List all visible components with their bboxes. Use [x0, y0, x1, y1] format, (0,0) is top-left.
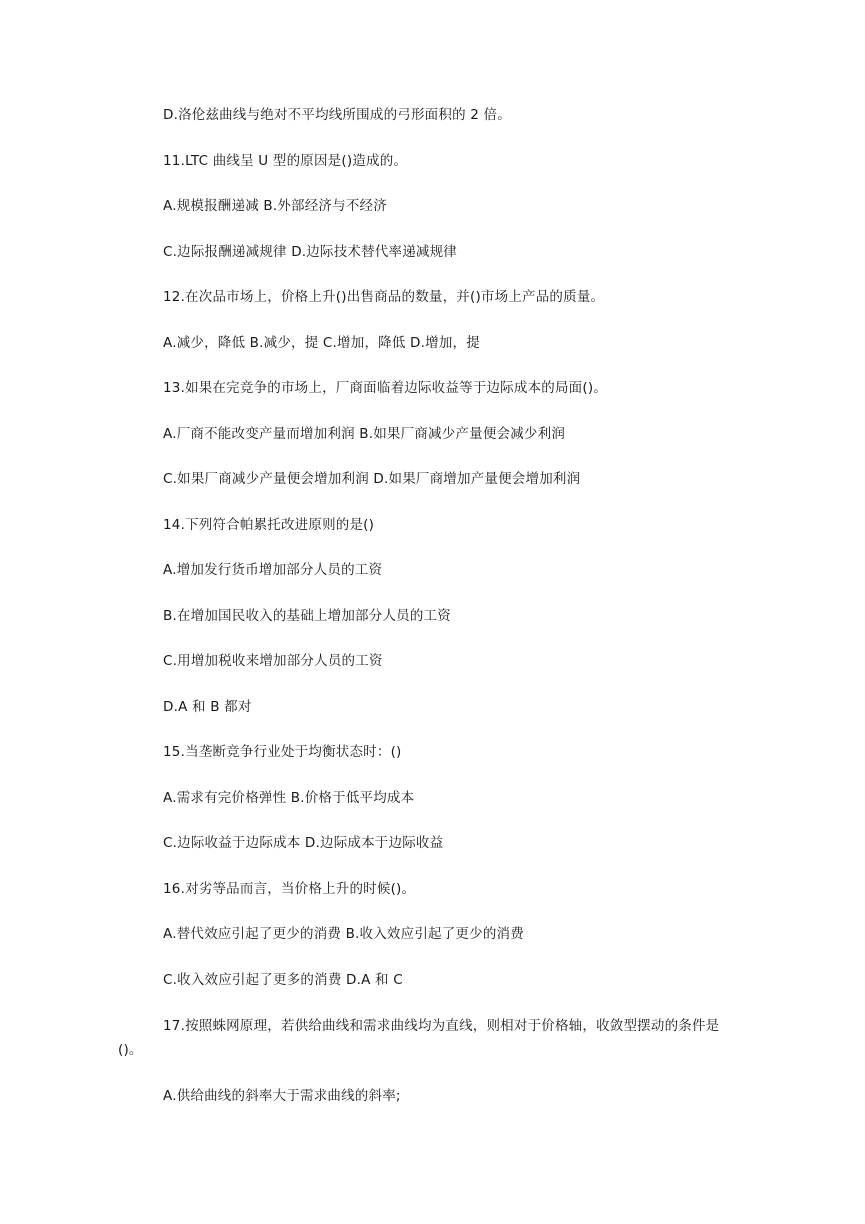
- option-b-q14: B.在增加国民收入的基础上增加部分人员的工资: [163, 608, 451, 624]
- options-q16-cd: C.收入效应引起了更多的消费 D.A 和 C: [163, 972, 403, 988]
- options-q16-ab: A.替代效应引起了更少的消费 B.收入效应引起了更少的消费: [163, 926, 524, 942]
- option-c-q14: C.用增加税收来增加部分人员的工资: [163, 653, 383, 669]
- question-11: 11.LTC 曲线呈 U 型的原因是()造成的。: [163, 153, 408, 169]
- option-d-q10: D.洛伦兹曲线与绝对不平均线所围成的弓形面积的 2 倍。: [163, 107, 511, 123]
- question-14: 14.下列符合帕累托改进原则的是(): [163, 517, 375, 533]
- option-d-q14: D.A 和 B 都对: [163, 699, 252, 715]
- question-12: 12.在次品市场上，价格上升()出售商品的数量，并()市场上产品的质量。: [163, 289, 605, 305]
- options-q11-cd: C.边际报酬递减规律 D.边际技术替代率递减规律: [163, 244, 457, 260]
- question-15: 15.当垄断竞争行业处于均衡状态时：(): [163, 744, 402, 760]
- option-a-q17: A.供给曲线的斜率大于需求曲线的斜率;: [163, 1088, 401, 1104]
- question-13: 13.如果在完竞争的市场上，厂商面临着边际收益等于边际成本的局面()。: [163, 380, 608, 396]
- options-q11-ab: A.规模报酬递减 B.外部经济与不经济: [163, 198, 387, 214]
- question-16: 16.对劣等品而言，当价格上升的时候()。: [163, 881, 416, 897]
- options-q13-cd: C.如果厂商减少产量便会增加利润 D.如果厂商增加产量便会增加利润: [163, 471, 581, 487]
- options-q15-ab: A.需求有完价格弹性 B.价格于低平均成本: [163, 790, 415, 806]
- question-17: 17.按照蛛网原理，若供给曲线和需求曲线均为直线，则相对于价格轴，收敛型摆动的条件是()。: [118, 1018, 720, 1058]
- options-q15-cd: C.边际收益于边际成本 D.边际成本于边际收益: [163, 835, 444, 851]
- options-q13-ab: A.厂商不能改变产量而增加利润 B.如果厂商减少产量便会减少利润: [163, 426, 566, 442]
- option-a-q14: A.增加发行货币增加部分人员的工资: [163, 562, 383, 578]
- options-q12: A.减少，降低 B.减少，提 C.增加，降低 D.增加，提: [163, 335, 480, 351]
